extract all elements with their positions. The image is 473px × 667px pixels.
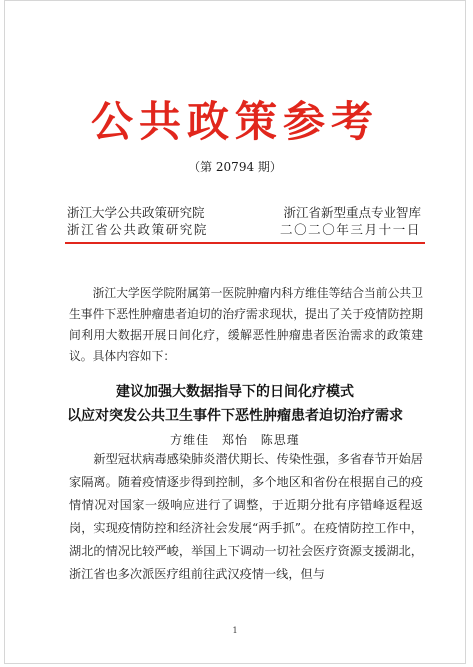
publisher-row-1 bbox=[67, 203, 421, 221]
body-paragraph: 新型冠状病毒感染肺炎潜伏期长、传染性强，多省春节开始居家隔离。随着疫情逐步得到控制，多个地区和省份在根据自己的疫情情况对国家一级响应进行了调整，于近期分批有序错峰返程返岗，实现疫情防控和经济社会发展“两手抓”。在疫情防控工作中，湖北的情况比较严峻，举国上下调动一切社会医疗资源支援湖北，浙江省也多次派医疗组前往武汉疫情一线，但与 bbox=[69, 452, 423, 581]
think-tank-label: 浙江省新型重点专业智库 bbox=[283, 205, 421, 220]
publisher-name: 浙江大学公共政策研究院 bbox=[67, 205, 205, 220]
intro-paragraph: 浙江大学医学院附属第一医院肿瘤内科方维佳等结合当前公共卫生事件下恶性肿瘤患者迫切的治疗需求现状，提出了关于疫情防控期间利用大数据开展日间化疗，缓解恶性肿瘤患者医治需求的政策建议。具体内容如下： bbox=[69, 286, 423, 363]
document-page bbox=[4, 0, 466, 664]
publisher-name-2: 浙江省公共政策研究院 bbox=[67, 222, 209, 237]
issue-number: （第 20794 期） bbox=[188, 160, 282, 174]
document-title: 公共政策参考 bbox=[90, 97, 379, 146]
article-title-line-1: 建议加强大数据指导下的日间化疗模式 bbox=[116, 384, 354, 400]
publisher-row-2 bbox=[67, 220, 421, 238]
publish-date: 二〇二〇年三月十一日 bbox=[279, 222, 421, 237]
header-divider bbox=[65, 242, 425, 244]
article-authors: 方维佳 郑怡 陈思瑾 bbox=[170, 433, 300, 447]
page-number: 1 bbox=[232, 626, 238, 635]
article-title-line-2: 以应对突发公共卫生事件下恶性肿瘤患者迫切治疗需求 bbox=[67, 408, 403, 424]
